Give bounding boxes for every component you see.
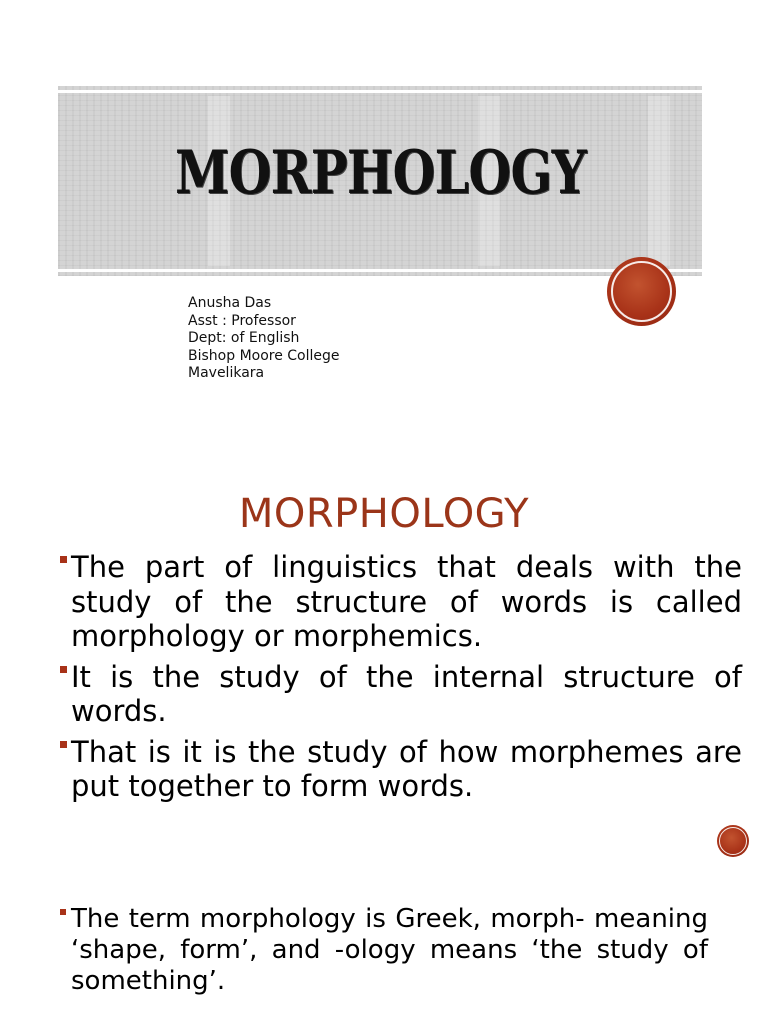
red-circle-decoration xyxy=(607,257,676,326)
bullet-text: It is the study of the internal structure of words. xyxy=(71,659,742,728)
content-slide xyxy=(0,440,768,870)
slide-heading: MORPHOLOGY xyxy=(238,491,530,537)
list-item xyxy=(60,735,742,804)
author-position: Asst : Professor xyxy=(188,312,296,329)
bullet-list xyxy=(60,904,708,997)
slide-title: MORPHOLOGY xyxy=(175,138,586,208)
author-block xyxy=(188,295,340,383)
author-department: Dept: of English xyxy=(188,330,300,346)
banner-texture-stripe xyxy=(648,96,670,266)
bullet-text: The term morphology is Greek, morph- meaning ‘shape, form’, and -ology means ‘the study of something’. xyxy=(71,904,708,996)
banner-top-line xyxy=(58,90,702,93)
list-item xyxy=(60,550,742,654)
square-bullet-icon xyxy=(60,666,67,673)
content-slide xyxy=(0,870,768,1024)
title-slide xyxy=(0,0,768,440)
list-item xyxy=(60,660,742,729)
author-college: Bishop Moore College xyxy=(188,347,340,364)
bullet-text: That is it is the study of how morphemes are put together to form words. xyxy=(71,734,742,803)
bullet-list xyxy=(60,550,742,810)
bullet-text: The part of linguistics that deals with the study of the structure of words is called morphology or morphemics. xyxy=(71,550,742,653)
square-bullet-icon xyxy=(60,556,67,563)
red-circle-decoration xyxy=(717,825,749,857)
square-bullet-icon xyxy=(60,741,67,748)
author-place: Mavelikara xyxy=(188,365,265,381)
banner-bottom-line xyxy=(58,269,702,272)
author-name: Anusha Das xyxy=(188,295,272,311)
list-item xyxy=(60,904,708,997)
square-bullet-icon xyxy=(60,909,66,915)
